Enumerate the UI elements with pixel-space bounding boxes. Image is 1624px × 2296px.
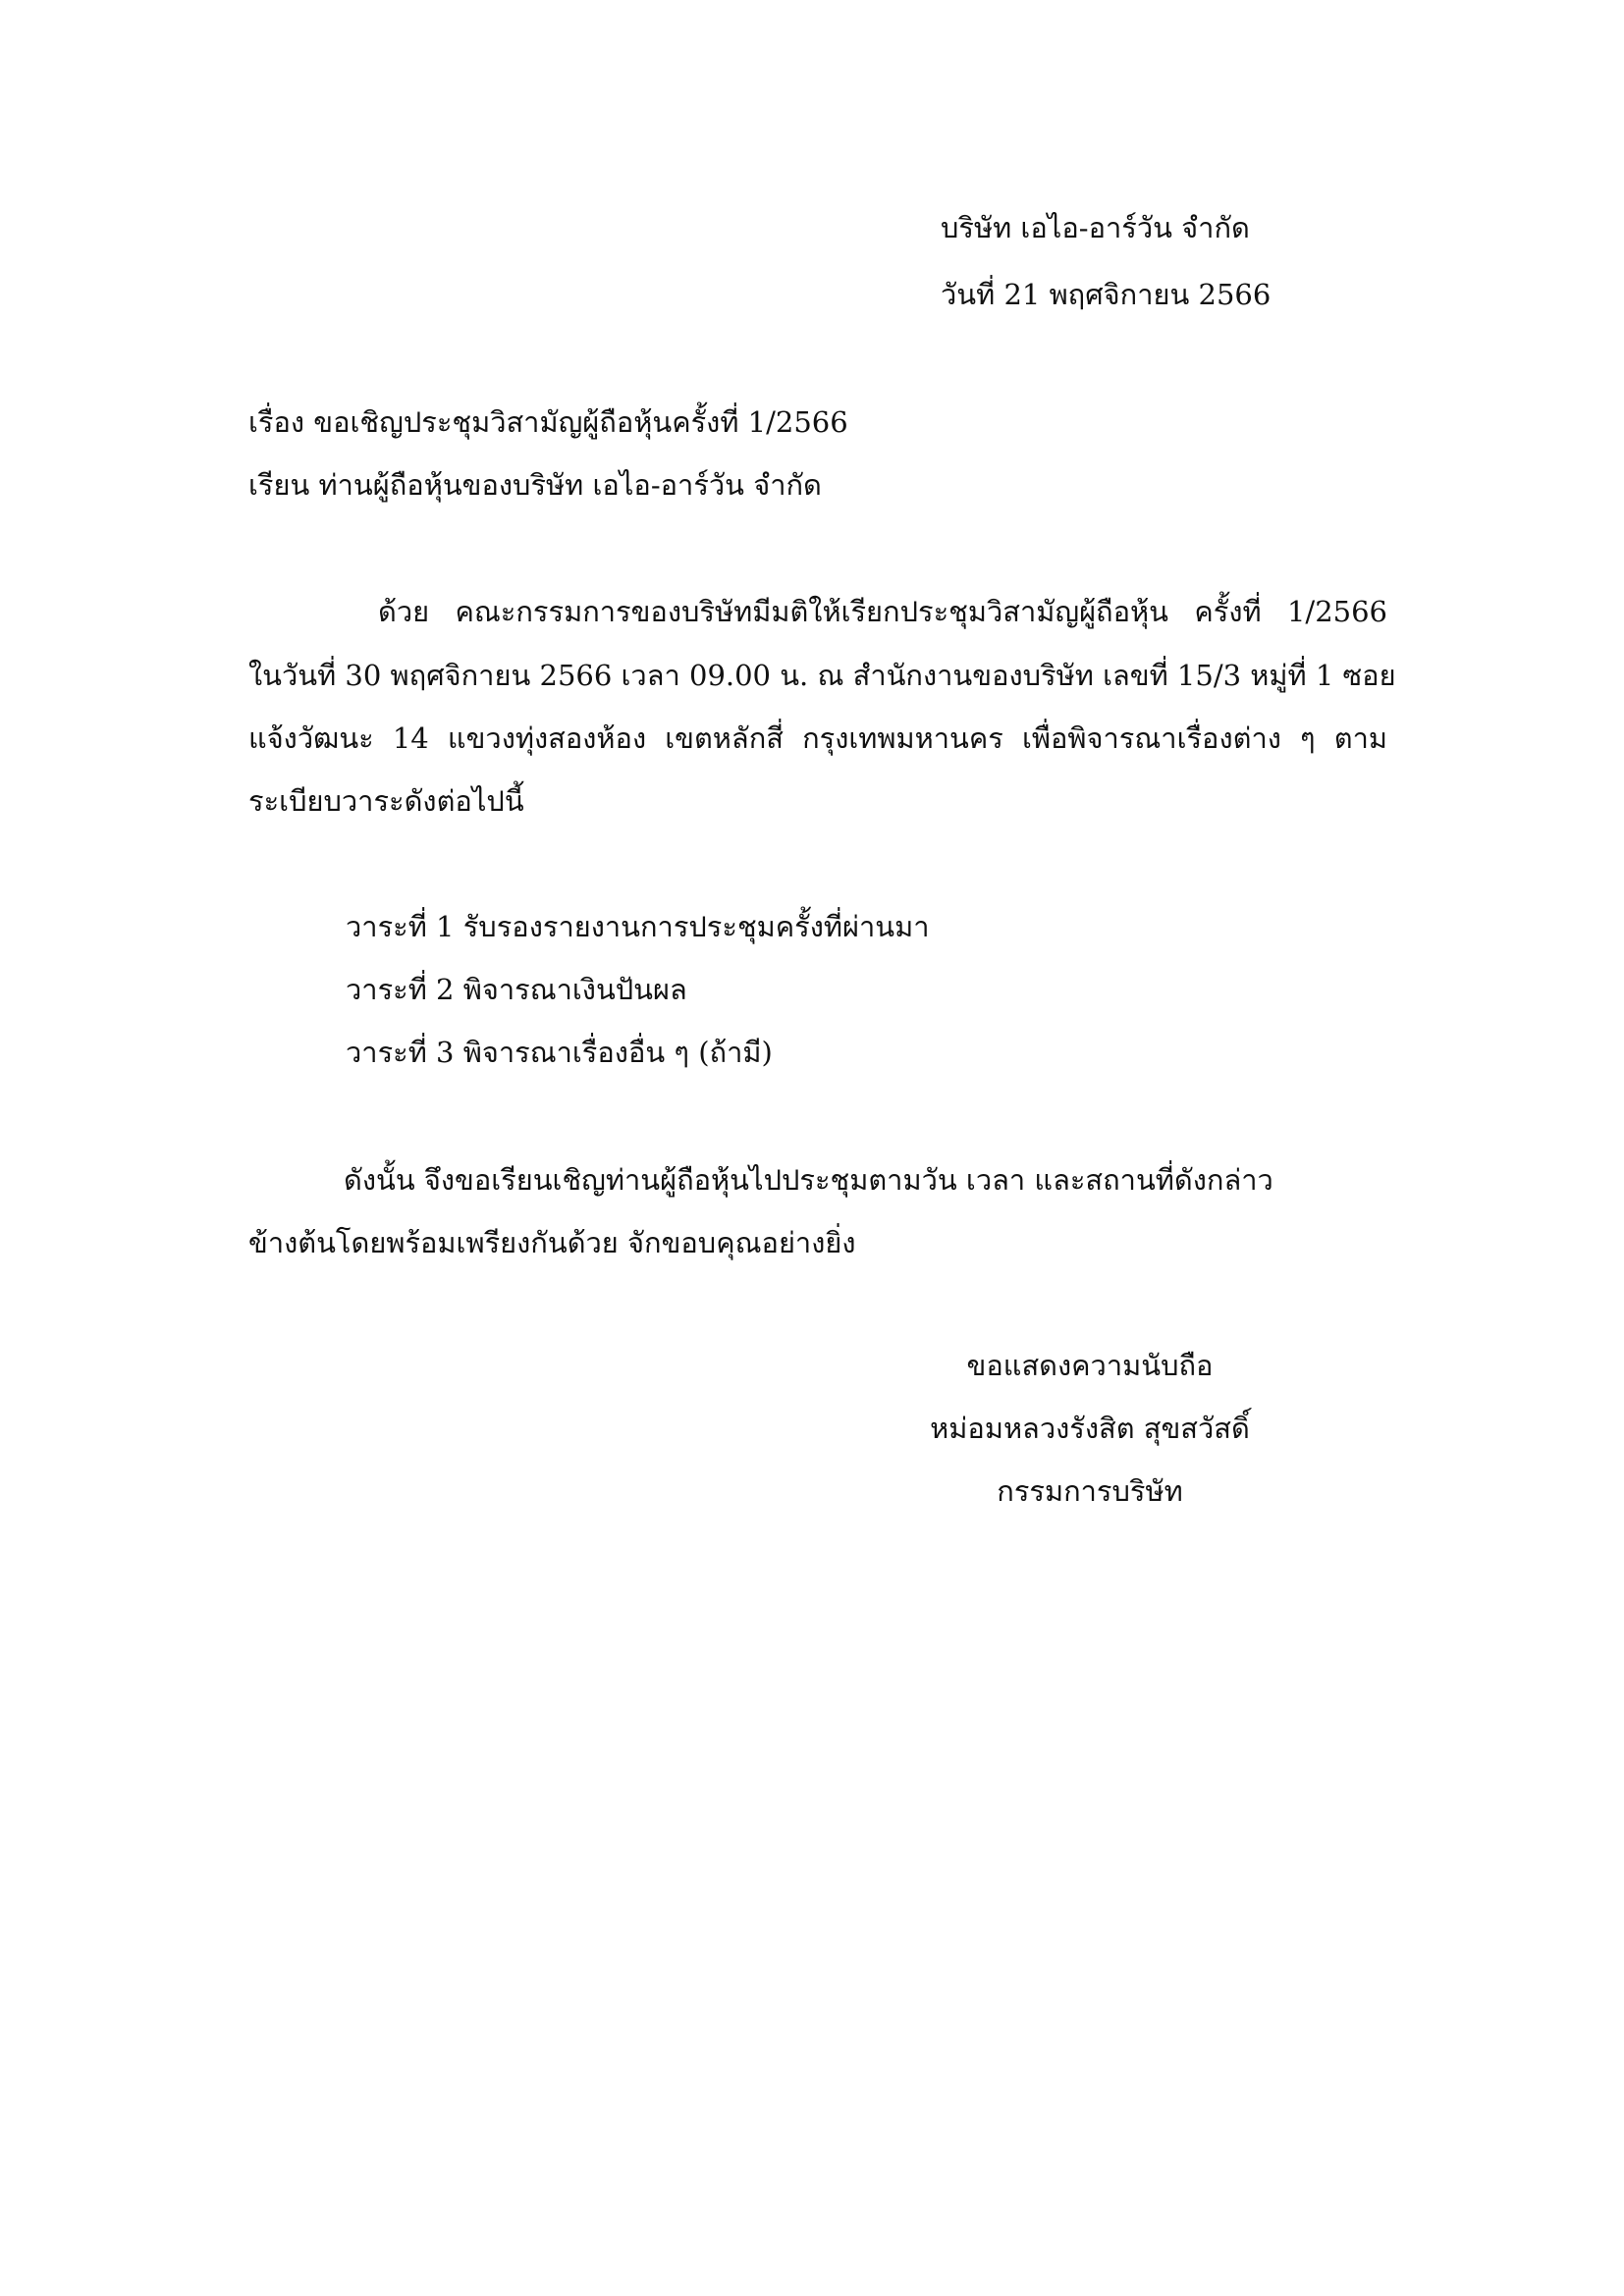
agenda-item-2: วาระที่ 2 พิจารณาเงินปันผล <box>346 973 687 1006</box>
closing-line-1: ดังนั้น จึงขอเรียนเชิญท่านผู้ถือหุ้นไปประชุมตามวัน เวลา และสถานที่ดังกล่าว <box>344 1163 1273 1197</box>
signature-regards: ขอแสดงความนับถือ <box>966 1349 1214 1382</box>
body-line-1: ด้วย คณะกรรมการของบริษัทมีมติให้เรียกประชุมวิสามัญผู้ถือหุ้น ครั้งที่ 1/2566 <box>378 595 1387 628</box>
letter-date: วันที่ 21 พฤศจิกายน 2566 <box>941 278 1272 311</box>
body-line-4: ระเบียบวาระดังต่อไปนี้ <box>248 784 524 818</box>
salutation-line: เรียน ท่านผู้ถือหุ้นของบริษัท เอไอ-อาร์วัน จำกัด <box>248 468 822 502</box>
body-line-2: ในวันที่ 30 พฤศจิกายน 2566 เวลา 09.00 น. ณ สำนักงานของบริษัท เลขที่ 15/3 หมู่ที่ 1 ซอย <box>248 659 1396 692</box>
body-line-3: แจ้งวัฒนะ 14 แขวงทุ่งสองห้อง เขตหลักสี่ กรุงเทพมหานคร เพื่อพิจารณาเรื่องต่าง ๆ ตาม <box>248 721 1387 755</box>
signature-title: กรรมการบริษัท <box>997 1474 1183 1508</box>
closing-line-2: ข้างต้นโดยพร้อมเพรียงกันด้วย จักขอบคุณอย่างยิ่ง <box>248 1226 856 1259</box>
company-name: บริษัท เอไอ-อาร์วัน จำกัด <box>941 211 1250 244</box>
signature-name: หม่อมหลวงรังสิต สุขสวัสดิ์ <box>930 1412 1250 1445</box>
agenda-item-3: วาระที่ 3 พิจารณาเรื่องอื่น ๆ (ถ้ามี) <box>346 1036 773 1069</box>
agenda-item-1: วาระที่ 1 รับรองรายงานการประชุมครั้งที่ผ่านมา <box>346 910 930 943</box>
subject-line: เรื่อง ขอเชิญประชุมวิสามัญผู้ถือหุ้นครั้งที่ 1/2566 <box>248 405 848 439</box>
